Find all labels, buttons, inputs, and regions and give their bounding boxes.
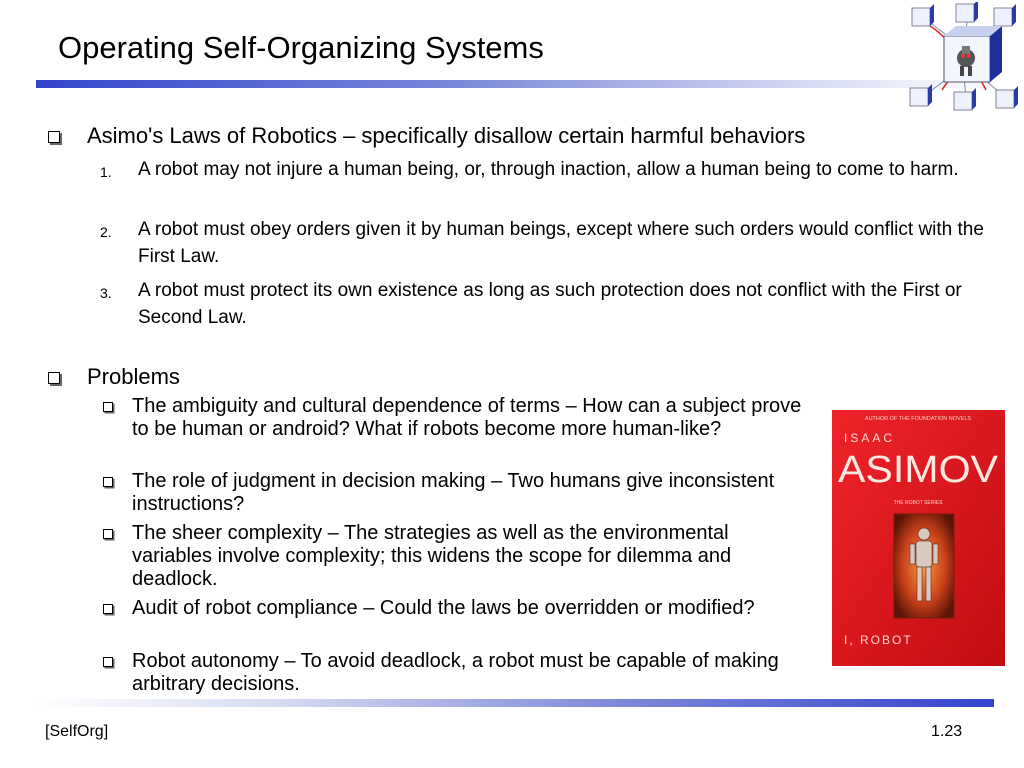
- laws-heading: Asimo's Laws of Robotics – specifically disallow certain harmful behaviors: [87, 123, 806, 148]
- law-number: 2.: [100, 224, 112, 240]
- bullet-square-icon: [103, 657, 113, 667]
- book-author-first: ISAAC: [844, 431, 896, 445]
- problem-text: The role of judgment in decision making – Two humans give inconsistent instructions?: [132, 470, 775, 515]
- law-number: 1.: [100, 164, 112, 180]
- bullet-square-icon: [103, 604, 113, 614]
- footer-source: [SelfOrg]: [45, 723, 109, 740]
- bullet-square-icon: [103, 402, 113, 412]
- footer-underline: [36, 699, 994, 707]
- bullet-square-icon: [48, 372, 60, 384]
- bullet-square-icon: [103, 529, 113, 539]
- problem-text: Audit of robot compliance – Could the laws be overridden or modified?: [132, 597, 755, 619]
- book-series: THE ROBOT SERIES: [893, 500, 943, 506]
- network-cubes-logo: [906, 2, 1022, 114]
- problem-text: The sheer complexity – The strategies as well as the environmental variables involve complexity; this widens the scope for dilemma and deadlock.: [132, 522, 732, 590]
- law-text: A robot must obey orders given it by human beings, except where such orders would conflict with the First Law.: [138, 219, 984, 267]
- problem-text: Robot autonomy – To avoid deadlock, a robot must be capable of making arbitrary decisions.: [132, 650, 779, 695]
- bullet-square-icon: [103, 477, 113, 487]
- problems-heading: Problems: [87, 364, 180, 389]
- title-underline: [36, 80, 1000, 88]
- book-author-last: ASIMOV: [838, 449, 999, 491]
- book-title: I, ROBOT: [844, 633, 913, 647]
- slide-title: Operating Self-Organizing Systems: [58, 30, 544, 65]
- problem-text: The ambiguity and cultural dependence of terms – How can a subject prove to be human or android? What if robots become more human-like?: [132, 395, 802, 440]
- law-number: 3.: [100, 285, 112, 301]
- law-text: A robot may not injure a human being, or, through inaction, allow a human being to come to harm.: [138, 159, 959, 180]
- bullet-square-icon: [48, 131, 60, 143]
- law-text: A robot must protect its own existence as long as such protection does not conflict with the First or Second Law.: [138, 280, 962, 328]
- i-robot-book-cover: [832, 410, 1005, 666]
- slide-number: 1.23: [931, 723, 963, 740]
- book-top-line: AUTHOR OF THE FOUNDATION NOVELS: [864, 416, 972, 422]
